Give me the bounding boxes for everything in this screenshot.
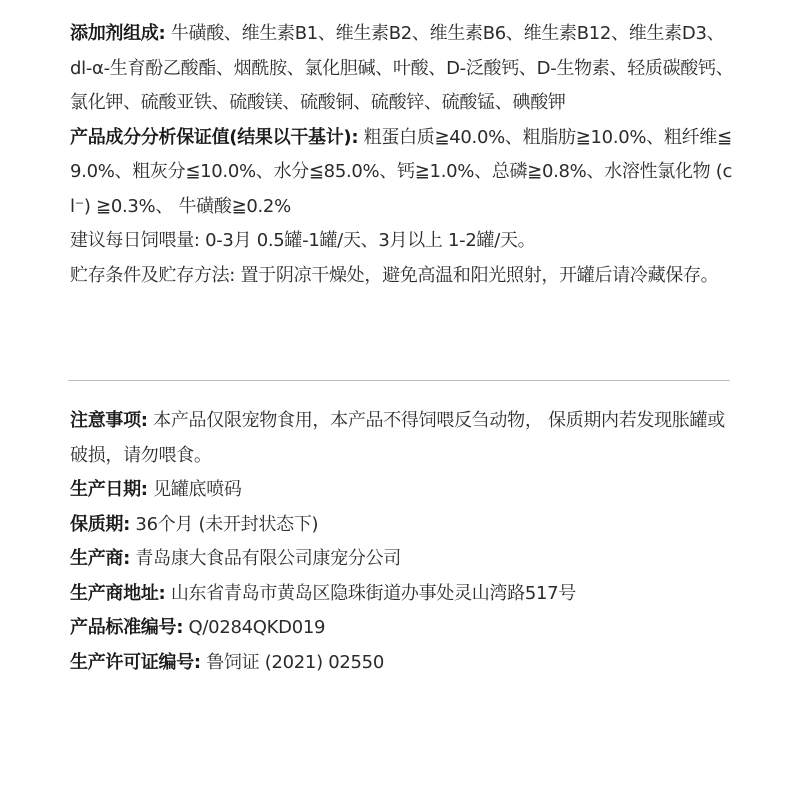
address-paragraph — [70, 577, 735, 612]
standard-text: Q/0284QKD019 — [183, 617, 326, 638]
feeding-paragraph — [70, 224, 735, 259]
standard-label: 产品标准编号: — [70, 617, 184, 638]
address-label: 生产商地址: — [70, 582, 166, 604]
production-date-paragraph — [70, 473, 735, 508]
notice-label: 注意事项: — [70, 410, 148, 431]
analysis-paragraph — [70, 121, 735, 225]
standard-paragraph — [70, 611, 735, 646]
manufacturer-paragraph — [70, 542, 735, 577]
shelf-life-label: 保质期: — [70, 513, 130, 535]
storage-text: 贮存条件及贮存方法: 置于阴凉干燥处，避免高温和阳光照射，开罐后请冷藏保存。 — [70, 264, 719, 286]
manufacturer-text: 青岛康大食品有限公司康宠分公司 — [130, 548, 401, 569]
ingredients-label: 添加剂组成: — [70, 23, 166, 44]
analysis-label: 产品成分分析保证值(结果以干基计): — [70, 126, 359, 148]
ingredients-paragraph — [70, 17, 735, 121]
storage-paragraph — [70, 259, 735, 294]
shelf-life-text: 36个月 (未开封状态下) — [130, 513, 319, 535]
product-info-section — [70, 17, 735, 293]
feeding-text: 建议每日饲喂量: 0-3月 0.5罐-1罐/天、3月以上 1-2罐/天。 — [70, 230, 536, 251]
analysis-text: 粗蛋白质≧40.0%、粗脂肪≧10.0%、粗纤维≦9.0%、粗灰分≦10.0%、水分≦85.0%、钙≧1.0%、总磷≧0.8%、水溶性氯化物 (cl⁻) ≧0.3%、 牛磺酸≧0.2% — [70, 126, 733, 217]
license-label: 生产许可证编号: — [70, 651, 201, 673]
license-paragraph — [70, 646, 735, 681]
notice-text: 本产品仅限宠物食用，本产品不得饲喂反刍动物， 保质期内若发现胀罐或破损，请勿喂食。 — [70, 410, 725, 466]
manufacturer-label: 生产商: — [70, 548, 130, 569]
license-text: 鲁饲证 (2021) 02550 — [200, 651, 384, 673]
production-date-label: 生产日期: — [70, 479, 148, 500]
ingredients-text: 牛磺酸、维生素B1、维生素B2、维生素B6、维生素B12、维生素D3、dl-α-生育酚乙酸酯、烟酰胺、氯化胆碱、叶酸、D-泛酸钙、D-生物素、轻质碳酸钙、氯化钾、硫酸亚铁、硫酸镁、硫酸铜、硫酸锌、硫酸锰、碘酸钾 — [70, 23, 734, 113]
regulatory-info-section — [70, 404, 735, 680]
shelf-life-paragraph — [70, 508, 735, 543]
section-divider — [68, 380, 730, 381]
notice-paragraph — [70, 404, 735, 473]
address-text: 山东省青岛市黄岛区隐珠街道办事处灵山湾路517号 — [165, 582, 576, 604]
production-date-text: 见罐底喷码 — [147, 479, 242, 500]
